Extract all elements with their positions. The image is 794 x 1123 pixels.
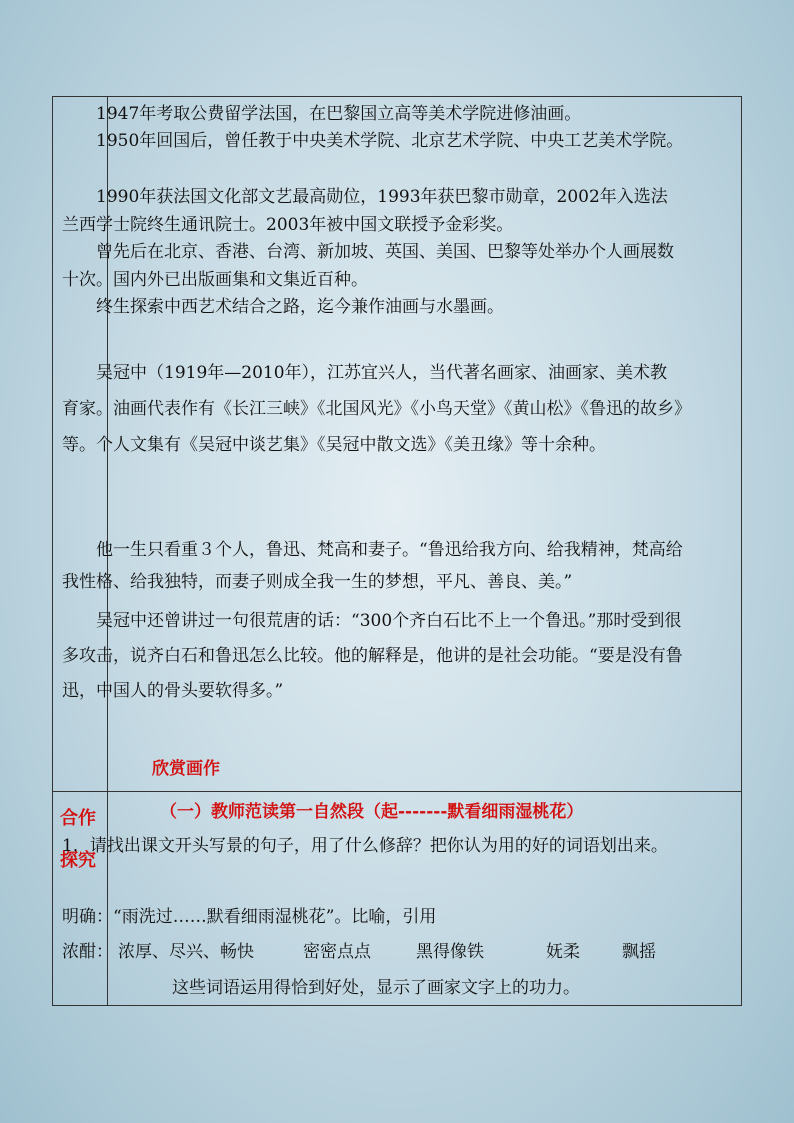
- word-item: 妩柔: [546, 942, 580, 962]
- word-item: 浓厚、尽兴、畅快: [118, 942, 254, 962]
- bio-paragraph: 吴冠中（1919年—2010年），江苏宜兴人，当代著名画家、油画家、美术教育家。油画代表作有《长江三峡》《北国风光》《小鸟天堂》《黄山松》《鲁迅的故乡》等。个人文集有《吴冠中谈艺集》《吴冠中散文选》《美丑缘》等十余种。: [62, 363, 683, 455]
- section-label-line1: 合作: [60, 808, 96, 829]
- bio-paragraph: 1947年考取公费留学法国，在巴黎国立高等美术学院进修油画。: [96, 104, 582, 124]
- answer-text: 明确：“雨洗过……默看细雨湿桃花”。比喻，引用: [62, 907, 437, 927]
- word-item: 飘摇: [622, 942, 656, 962]
- bio-paragraph: 他一生只看重３个人，鲁迅、梵高和妻子。“鲁迅给我方向、给我精神，梵高给我性格、给我独特，而妻子则成全我一生的梦想，平凡、善良、美。”: [62, 540, 683, 592]
- inquiry-row: [53, 791, 741, 1005]
- bio-paragraph: 终生探索中西艺术结合之路，迄今兼作油画与水墨画。: [96, 297, 504, 317]
- appreciate-heading: 欣赏画作: [152, 759, 220, 779]
- section-heading: （一）教师范读第一自然段（起-------默看细雨湿桃花）: [160, 802, 584, 822]
- question-text: 1．请找出课文开头写景的句子，用了什么修辞？把你认为用的好的词语划出来。: [62, 836, 668, 856]
- section-label-line2: 探究: [60, 850, 96, 871]
- word-item: 密密点点: [303, 942, 371, 962]
- bio-paragraph: 曾先后在北京、香港、台湾、新加坡、英国、美国、巴黎等处举办个人画展数十次。国内外已出版画集和文集近百种。: [62, 242, 674, 290]
- bio-paragraph: 吴冠中还曾讲过一句很荒唐的话：“300个齐白石比不上一个鲁迅。”那时受到很多攻击，说齐白石和鲁迅怎么比较。他的解释是，他讲的是社会功能。“要是没有鲁迅，中国人的骨头要软得多。”: [62, 611, 683, 701]
- bio-paragraph: 1950年回国后，曾任教于中央美术学院、北京艺术学院、中央工艺美术学院。: [96, 131, 684, 151]
- summary-text: 这些词语运用得恰到好处，显示了画家文字上的功力。: [172, 978, 580, 998]
- word-list: [62, 938, 684, 966]
- bio-paragraph: 1990年获法国文化部文艺最高勋位，1993年获巴黎市勋章，2002年入选法兰西学士院终生通讯院士。2003年被中国文联授予金彩奖。: [62, 187, 668, 235]
- word-item: 黑得像铁: [416, 942, 484, 962]
- word-list-label: 浓酣：: [62, 942, 113, 962]
